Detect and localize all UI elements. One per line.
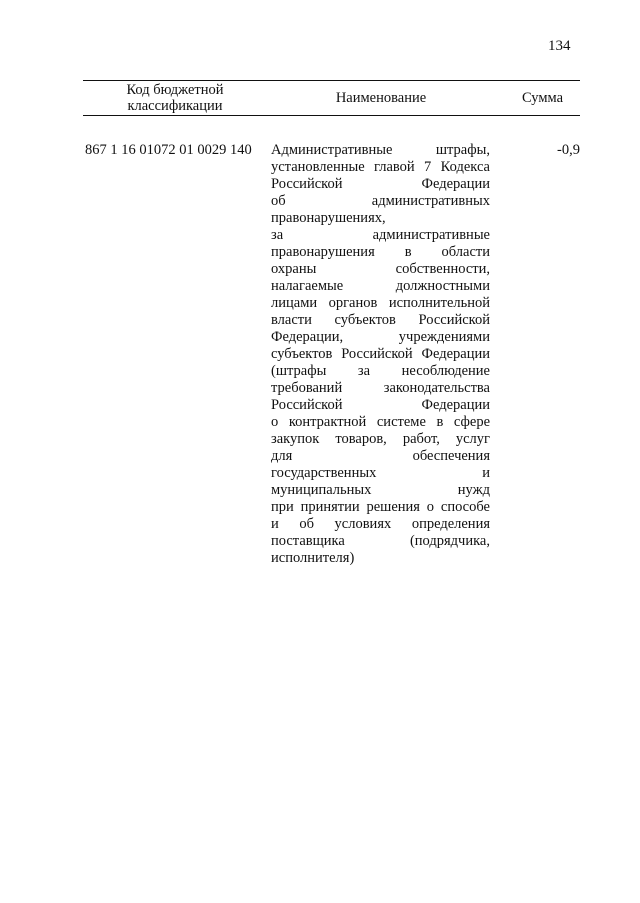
name-line: субъектов Российской Федерации [271,346,490,362]
name-line: об административных [271,193,490,209]
table-header-top-rule [83,80,580,81]
name-line: закупок товаров, работ, услуг [271,431,490,447]
name-line: Российской Федерации [271,397,490,413]
header-code [110,82,240,114]
name-line: и об условиях определения [271,516,490,532]
name-line: правонарушения в области [271,244,490,260]
header-code-line-1: Код бюджетной [126,82,224,98]
page-number: 134 [548,38,571,54]
name-line: (штрафы за несоблюдение [271,363,490,379]
name-line: лицами органов исполнительной [271,295,490,311]
name-line: при принятии решения о способе [271,499,490,515]
name-line: установленные главой 7 Кодекса [271,159,490,175]
name-line: Федерации, учреждениями [271,329,490,345]
header-sum: Сумма [521,90,564,106]
cell-code: 867 1 16 01072 01 0029 140 [85,142,252,158]
name-line: охраны собственности, [271,261,490,277]
name-line: муниципальных нужд [271,482,490,498]
cell-name [271,142,490,567]
header-code-line-2: классификации [127,98,223,114]
name-line: правонарушениях, [271,210,386,226]
name-line: Российской Федерации [271,176,490,192]
name-line: для обеспечения [271,448,490,464]
name-line: государственных и [271,465,490,481]
name-line: исполнителя) [271,550,355,566]
name-line: Административные штрафы, [271,142,490,158]
name-line: налагаемые должностными [271,278,490,294]
table-header-bottom-rule [83,115,580,116]
name-line: за административные [271,227,490,243]
header-name: Наименование [335,90,427,106]
name-line: требований законодательства [271,380,490,396]
cell-sum: -0,9 [557,142,580,158]
name-line: о контрактной системе в сфере [271,414,490,430]
name-line: власти субъектов Российской [271,312,490,328]
name-line: поставщика (подрядчика, [271,533,490,549]
